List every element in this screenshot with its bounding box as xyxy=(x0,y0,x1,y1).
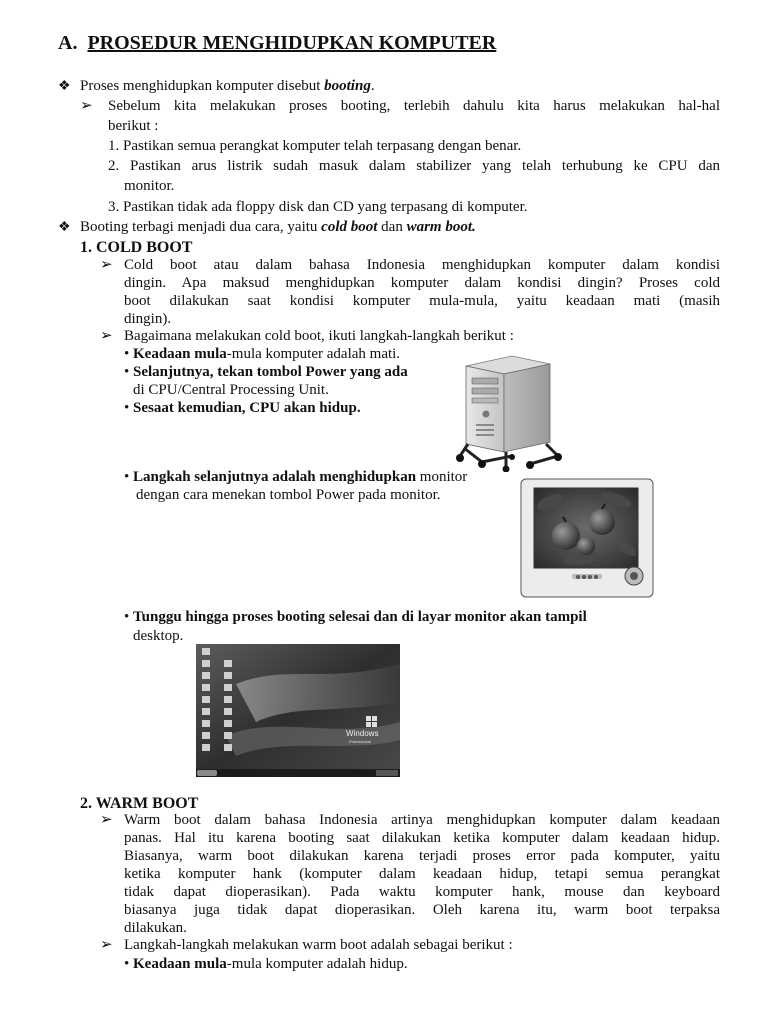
cpu-tower-image xyxy=(446,352,570,472)
page-title xyxy=(58,31,496,55)
intro-paragraph-2-line1: Sebelum kita melakukan proses booting, terlebih dahulu kita harus melakukan hal-hal xyxy=(108,98,720,114)
cold-boot-step-5: • Tunggu hingga proses booting selesai dan di layar monitor akan tampil xyxy=(124,609,587,625)
cold-boot-step-1: • Keadaan mula-mula komputer adalah mati. xyxy=(124,346,401,362)
cold-boot-paragraph-last: dingin). xyxy=(124,311,172,327)
warm-boot-paragraph-line: Biasanya, warm boot dilakukan karena terjadi proses error pada komputer, yaitu xyxy=(124,848,720,864)
warm-boot-paragraph-line: tidak dapat dioperasikan). Pada waktu komputer hank, mouse dan keyboard xyxy=(124,884,720,900)
cold-boot-heading: 1. COLD BOOT xyxy=(80,239,193,256)
warm-boot-paragraph-line: panas. Hal itu karena booting saat dilakukan ketika komputer dalam keadaan hidup. xyxy=(124,830,720,846)
warm-boot-step-1: • Keadaan mula-mula komputer adalah hidup. xyxy=(124,956,408,972)
cold-boot-paragraph-line: boot dilakukan saat kondisi komputer mula-mula, yaitu keadaan mati (masih xyxy=(124,293,720,309)
cold-boot-steps-intro: Bagaimana melakukan cold boot, ikuti langkah-langkah berikut : xyxy=(124,328,514,344)
windows-logo-text: Windows xyxy=(346,729,379,738)
warm-boot-heading: 2. WARM BOOT xyxy=(80,795,199,812)
intro-paragraph-3: Booting terbagi menjadi dua cara, yaitu cold boot dan warm boot. xyxy=(80,219,476,235)
list-item-2-line1: 2. Pastikan arus listrik sudah masuk dalam stabilizer yang telah terhubung ke CPU dan xyxy=(108,158,720,174)
warm-boot-steps-intro: Langkah-langkah melakukan warm boot adalah sebagai berikut : xyxy=(124,937,513,953)
arrow-bullet-icon: ➢ xyxy=(100,257,113,273)
cold-boot-step-2-line2: di CPU/Central Processing Unit. xyxy=(133,382,329,398)
list-item-3: 3. Pastikan tidak ada floppy disk dan CD yang terpasang di komputer. xyxy=(108,199,528,215)
arrow-bullet-icon: ➢ xyxy=(100,812,113,828)
arrow-bullet-icon: ➢ xyxy=(100,328,113,344)
windows-logo-subtext: Professional xyxy=(349,739,372,744)
warm-boot-paragraph-line: ketika komputer hank (komputer dalam keadaan hidup, tetapi semua perangkat xyxy=(124,866,720,882)
cold-boot-paragraph-line: dingin. Apa maksud menghidupkan komputer dalam kondisi dingin? Proses cold xyxy=(124,275,720,291)
section-title: PROSEDUR MENGHIDUPKAN KOMPUTER xyxy=(87,32,497,54)
diamond-bullet-icon: ❖ xyxy=(58,220,71,235)
warm-boot-paragraph-line: Warm boot dalam bahasa Indonesia artinya menghidupkan komputer dalam keadaan xyxy=(124,812,720,828)
arrow-bullet-icon: ➢ xyxy=(100,937,113,953)
diamond-bullet-icon: ❖ xyxy=(58,79,71,94)
arrow-bullet-icon: ➢ xyxy=(80,98,93,114)
intro-paragraph-1: Proses menghidupkan komputer disebut booting. xyxy=(80,78,375,94)
list-item-2-line2: monitor. xyxy=(124,178,175,194)
cold-boot-step-2: • Selanjutnya, tekan tombol Power yang ada xyxy=(124,364,408,380)
warm-boot-paragraph-last: dilakukan. xyxy=(124,920,187,936)
cold-boot-step-5-line2: desktop. xyxy=(133,628,184,644)
list-item-1: 1. Pastikan semua perangkat komputer telah terpasang dengan benar. xyxy=(108,138,522,154)
warm-boot-paragraph-line: biasanya juga tidak dapat dioperasikan. Oleh karena itu, warm boot terpaksa xyxy=(124,902,720,918)
windows-desktop-image xyxy=(196,644,400,777)
monitor-image xyxy=(520,478,654,598)
cold-boot-step-3: • Sesaat kemudian, CPU akan hidup. xyxy=(124,400,361,416)
cold-boot-paragraph-line: Cold boot atau dalam bahasa Indonesia menghidupkan komputer dalam kondisi xyxy=(124,257,720,273)
cold-boot-step-4: • Langkah selanjutnya adalah menghidupkan monitor xyxy=(124,469,468,485)
cold-boot-step-4-line2: dengan cara menekan tombol Power pada monitor. xyxy=(136,487,441,503)
intro-paragraph-2-line2: berikut : xyxy=(108,118,159,134)
section-letter: A. xyxy=(58,32,78,54)
